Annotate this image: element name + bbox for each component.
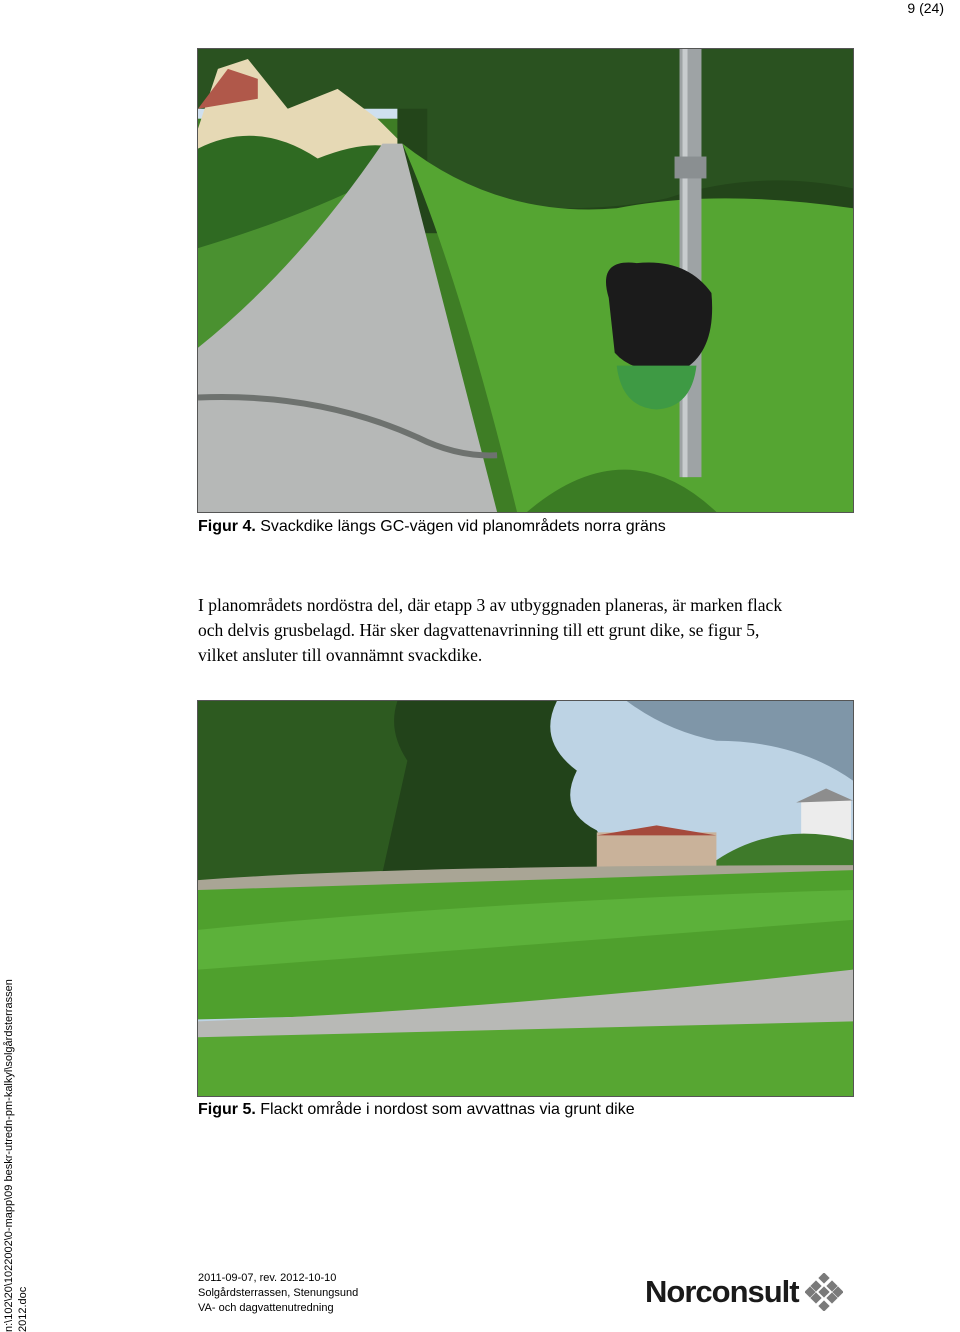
body-paragraph (198, 593, 868, 668)
body-line-2: och delvis grusbelagd. Här sker dagvattenavrinning till ett grunt dike, se figur 5, (198, 620, 760, 640)
figure-4-caption (198, 518, 666, 536)
figure-4-photo (197, 48, 854, 513)
diamond-grid-icon (805, 1273, 843, 1311)
figure-5-caption-text: Flackt område i nordost som avvattnas via grunt dike (260, 1101, 635, 1118)
footer-project: Solgårdsterrassen, Stenungsund (198, 1287, 359, 1299)
figure-5-caption (198, 1101, 635, 1119)
figure-5-label: Figur 5. (198, 1101, 256, 1118)
footer (198, 1271, 358, 1316)
footer-date: 2011-09-07, rev. 2012-10-10 (198, 1272, 337, 1284)
body-line-3: vilket ansluter till ovannämnt svackdike. (198, 645, 483, 665)
file-path-line-2: 2012.doc (17, 1286, 29, 1332)
figure-4-caption-text: Svackdike längs GC-vägen vid planområdets norra gräns (260, 518, 666, 535)
figure-5-photo (197, 700, 854, 1097)
figure-4-label: Figur 4. (198, 518, 256, 535)
footer-report: VA- och dagvattenutredning (198, 1302, 334, 1314)
page-number: 9 (24) (907, 0, 944, 16)
file-path-line-1: n:\102\20\1022002\0-mapp\09 beskr-utredn-pm-kalkyl\solgårdsterrassen (3, 979, 15, 1332)
body-line-1: I planområdets nordöstra del, där etapp 3 av utbyggnaden planeras, är marken flack (198, 595, 783, 615)
norconsult-logo (645, 1270, 843, 1314)
file-path-margin (2, 979, 30, 1332)
logo-text: Norconsult (645, 1274, 799, 1309)
